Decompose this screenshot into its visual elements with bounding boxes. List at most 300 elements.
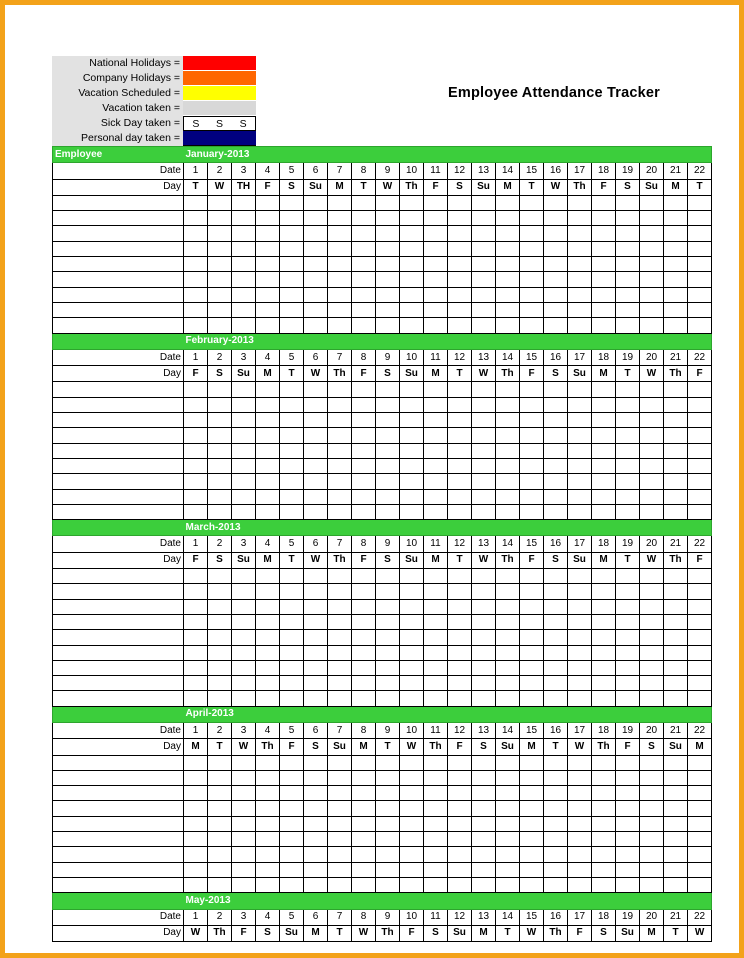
attendance-cell[interactable] — [544, 630, 568, 645]
attendance-cell[interactable] — [256, 504, 280, 519]
attendance-cell[interactable] — [280, 272, 304, 287]
attendance-cell[interactable] — [640, 770, 664, 785]
attendance-cell[interactable] — [352, 877, 376, 892]
attendance-cell[interactable] — [688, 428, 712, 443]
attendance-cell[interactable] — [592, 660, 616, 675]
attendance-cell[interactable] — [304, 257, 328, 272]
attendance-cell[interactable] — [544, 584, 568, 599]
attendance-cell[interactable] — [592, 272, 616, 287]
attendance-cell[interactable] — [592, 474, 616, 489]
employee-name-cell[interactable] — [53, 413, 184, 428]
attendance-cell[interactable] — [640, 458, 664, 473]
attendance-cell[interactable] — [304, 847, 328, 862]
attendance-cell[interactable] — [208, 862, 232, 877]
attendance-cell[interactable] — [328, 195, 352, 210]
attendance-cell[interactable] — [376, 474, 400, 489]
attendance-cell[interactable] — [664, 660, 688, 675]
attendance-cell[interactable] — [520, 382, 544, 397]
attendance-cell[interactable] — [568, 382, 592, 397]
attendance-cell[interactable] — [640, 832, 664, 847]
attendance-cell[interactable] — [328, 211, 352, 226]
employee-name-cell[interactable] — [53, 832, 184, 847]
attendance-cell[interactable] — [520, 755, 544, 770]
attendance-cell[interactable] — [496, 614, 520, 629]
employee-name-cell[interactable] — [53, 397, 184, 412]
attendance-cell[interactable] — [328, 614, 352, 629]
attendance-cell[interactable] — [232, 458, 256, 473]
attendance-cell[interactable] — [256, 877, 280, 892]
attendance-cell[interactable] — [280, 584, 304, 599]
attendance-cell[interactable] — [352, 599, 376, 614]
employee-name-cell[interactable] — [53, 599, 184, 614]
attendance-cell[interactable] — [280, 195, 304, 210]
attendance-cell[interactable] — [472, 676, 496, 691]
attendance-cell[interactable] — [472, 318, 496, 333]
attendance-cell[interactable] — [568, 630, 592, 645]
attendance-cell[interactable] — [592, 599, 616, 614]
attendance-cell[interactable] — [256, 443, 280, 458]
attendance-cell[interactable] — [304, 584, 328, 599]
attendance-cell[interactable] — [232, 660, 256, 675]
attendance-cell[interactable] — [688, 504, 712, 519]
attendance-cell[interactable] — [208, 630, 232, 645]
attendance-cell[interactable] — [472, 569, 496, 584]
attendance-cell[interactable] — [328, 770, 352, 785]
attendance-cell[interactable] — [496, 257, 520, 272]
attendance-cell[interactable] — [376, 816, 400, 831]
attendance-cell[interactable] — [592, 489, 616, 504]
attendance-cell[interactable] — [472, 489, 496, 504]
attendance-cell[interactable] — [232, 599, 256, 614]
attendance-cell[interactable] — [352, 847, 376, 862]
attendance-cell[interactable] — [592, 847, 616, 862]
attendance-cell[interactable] — [520, 862, 544, 877]
attendance-cell[interactable] — [448, 755, 472, 770]
attendance-cell[interactable] — [592, 786, 616, 801]
attendance-cell[interactable] — [616, 801, 640, 816]
attendance-cell[interactable] — [472, 862, 496, 877]
attendance-cell[interactable] — [640, 195, 664, 210]
attendance-cell[interactable] — [448, 832, 472, 847]
attendance-cell[interactable] — [592, 770, 616, 785]
attendance-cell[interactable] — [208, 504, 232, 519]
attendance-cell[interactable] — [256, 413, 280, 428]
attendance-cell[interactable] — [568, 691, 592, 706]
attendance-cell[interactable] — [448, 382, 472, 397]
attendance-cell[interactable] — [208, 660, 232, 675]
attendance-cell[interactable] — [184, 443, 208, 458]
attendance-cell[interactable] — [208, 569, 232, 584]
attendance-cell[interactable] — [208, 676, 232, 691]
attendance-cell[interactable] — [208, 318, 232, 333]
attendance-cell[interactable] — [640, 272, 664, 287]
attendance-cell[interactable] — [184, 302, 208, 317]
attendance-cell[interactable] — [352, 272, 376, 287]
attendance-cell[interactable] — [376, 443, 400, 458]
attendance-cell[interactable] — [400, 645, 424, 660]
attendance-cell[interactable] — [208, 599, 232, 614]
attendance-cell[interactable] — [304, 428, 328, 443]
attendance-cell[interactable] — [304, 504, 328, 519]
attendance-cell[interactable] — [616, 569, 640, 584]
attendance-cell[interactable] — [232, 287, 256, 302]
attendance-cell[interactable] — [304, 691, 328, 706]
attendance-cell[interactable] — [424, 877, 448, 892]
attendance-cell[interactable] — [328, 660, 352, 675]
attendance-cell[interactable] — [664, 801, 688, 816]
attendance-cell[interactable] — [544, 569, 568, 584]
attendance-cell[interactable] — [448, 211, 472, 226]
attendance-cell[interactable] — [520, 458, 544, 473]
attendance-cell[interactable] — [520, 801, 544, 816]
attendance-cell[interactable] — [208, 755, 232, 770]
attendance-cell[interactable] — [280, 832, 304, 847]
attendance-cell[interactable] — [616, 691, 640, 706]
attendance-cell[interactable] — [256, 569, 280, 584]
attendance-cell[interactable] — [448, 302, 472, 317]
attendance-cell[interactable] — [376, 318, 400, 333]
attendance-cell[interactable] — [568, 877, 592, 892]
attendance-cell[interactable] — [688, 195, 712, 210]
attendance-cell[interactable] — [496, 569, 520, 584]
attendance-cell[interactable] — [424, 413, 448, 428]
attendance-cell[interactable] — [256, 241, 280, 256]
employee-name-cell[interactable] — [53, 786, 184, 801]
attendance-cell[interactable] — [664, 226, 688, 241]
attendance-cell[interactable] — [448, 584, 472, 599]
attendance-cell[interactable] — [640, 428, 664, 443]
attendance-cell[interactable] — [520, 489, 544, 504]
attendance-cell[interactable] — [328, 302, 352, 317]
attendance-cell[interactable] — [520, 847, 544, 862]
attendance-cell[interactable] — [592, 630, 616, 645]
attendance-cell[interactable] — [184, 584, 208, 599]
attendance-cell[interactable] — [520, 599, 544, 614]
attendance-cell[interactable] — [400, 832, 424, 847]
attendance-cell[interactable] — [664, 645, 688, 660]
attendance-cell[interactable] — [400, 413, 424, 428]
attendance-cell[interactable] — [616, 645, 640, 660]
attendance-cell[interactable] — [592, 755, 616, 770]
attendance-cell[interactable] — [448, 458, 472, 473]
attendance-cell[interactable] — [184, 226, 208, 241]
attendance-cell[interactable] — [448, 504, 472, 519]
attendance-cell[interactable] — [400, 599, 424, 614]
attendance-cell[interactable] — [280, 226, 304, 241]
attendance-cell[interactable] — [688, 862, 712, 877]
attendance-cell[interactable] — [592, 676, 616, 691]
attendance-cell[interactable] — [232, 786, 256, 801]
attendance-cell[interactable] — [376, 195, 400, 210]
attendance-cell[interactable] — [232, 382, 256, 397]
attendance-cell[interactable] — [352, 458, 376, 473]
attendance-cell[interactable] — [328, 691, 352, 706]
attendance-cell[interactable] — [256, 302, 280, 317]
attendance-cell[interactable] — [520, 832, 544, 847]
attendance-cell[interactable] — [328, 318, 352, 333]
attendance-cell[interactable] — [352, 630, 376, 645]
attendance-cell[interactable] — [232, 847, 256, 862]
attendance-cell[interactable] — [664, 832, 688, 847]
attendance-cell[interactable] — [424, 489, 448, 504]
attendance-cell[interactable] — [232, 584, 256, 599]
attendance-cell[interactable] — [640, 569, 664, 584]
attendance-cell[interactable] — [568, 318, 592, 333]
attendance-cell[interactable] — [424, 504, 448, 519]
attendance-cell[interactable] — [376, 691, 400, 706]
employee-name-cell[interactable] — [53, 645, 184, 660]
attendance-cell[interactable] — [352, 801, 376, 816]
attendance-cell[interactable] — [568, 862, 592, 877]
attendance-cell[interactable] — [616, 786, 640, 801]
attendance-cell[interactable] — [616, 755, 640, 770]
attendance-cell[interactable] — [400, 786, 424, 801]
attendance-cell[interactable] — [688, 272, 712, 287]
attendance-cell[interactable] — [256, 428, 280, 443]
attendance-cell[interactable] — [424, 211, 448, 226]
attendance-cell[interactable] — [664, 211, 688, 226]
attendance-cell[interactable] — [664, 318, 688, 333]
attendance-cell[interactable] — [592, 195, 616, 210]
attendance-cell[interactable] — [688, 382, 712, 397]
attendance-cell[interactable] — [496, 397, 520, 412]
attendance-cell[interactable] — [400, 302, 424, 317]
attendance-cell[interactable] — [280, 474, 304, 489]
attendance-cell[interactable] — [304, 599, 328, 614]
attendance-cell[interactable] — [400, 569, 424, 584]
attendance-cell[interactable] — [352, 569, 376, 584]
employee-name-cell[interactable] — [53, 443, 184, 458]
attendance-cell[interactable] — [208, 195, 232, 210]
attendance-cell[interactable] — [544, 428, 568, 443]
attendance-cell[interactable] — [592, 458, 616, 473]
attendance-cell[interactable] — [568, 786, 592, 801]
attendance-cell[interactable] — [304, 413, 328, 428]
attendance-cell[interactable] — [592, 211, 616, 226]
attendance-cell[interactable] — [256, 272, 280, 287]
attendance-cell[interactable] — [664, 614, 688, 629]
attendance-cell[interactable] — [616, 489, 640, 504]
attendance-cell[interactable] — [664, 397, 688, 412]
attendance-cell[interactable] — [520, 474, 544, 489]
attendance-cell[interactable] — [304, 755, 328, 770]
attendance-cell[interactable] — [376, 801, 400, 816]
attendance-cell[interactable] — [256, 599, 280, 614]
attendance-cell[interactable] — [520, 413, 544, 428]
attendance-cell[interactable] — [472, 786, 496, 801]
attendance-cell[interactable] — [400, 272, 424, 287]
attendance-cell[interactable] — [496, 877, 520, 892]
attendance-cell[interactable] — [520, 226, 544, 241]
attendance-cell[interactable] — [640, 630, 664, 645]
attendance-cell[interactable] — [592, 318, 616, 333]
attendance-cell[interactable] — [472, 458, 496, 473]
attendance-cell[interactable] — [448, 413, 472, 428]
attendance-cell[interactable] — [208, 832, 232, 847]
attendance-cell[interactable] — [520, 645, 544, 660]
attendance-cell[interactable] — [184, 257, 208, 272]
attendance-cell[interactable] — [664, 489, 688, 504]
attendance-cell[interactable] — [376, 382, 400, 397]
attendance-cell[interactable] — [664, 241, 688, 256]
employee-name-cell[interactable] — [53, 862, 184, 877]
attendance-cell[interactable] — [568, 770, 592, 785]
attendance-cell[interactable] — [280, 302, 304, 317]
attendance-cell[interactable] — [664, 816, 688, 831]
attendance-cell[interactable] — [400, 257, 424, 272]
attendance-cell[interactable] — [424, 660, 448, 675]
attendance-cell[interactable] — [616, 614, 640, 629]
attendance-cell[interactable] — [424, 755, 448, 770]
attendance-cell[interactable] — [304, 645, 328, 660]
attendance-cell[interactable] — [304, 195, 328, 210]
attendance-cell[interactable] — [328, 382, 352, 397]
attendance-cell[interactable] — [352, 226, 376, 241]
attendance-cell[interactable] — [616, 195, 640, 210]
attendance-cell[interactable] — [616, 630, 640, 645]
attendance-cell[interactable] — [568, 599, 592, 614]
attendance-cell[interactable] — [184, 630, 208, 645]
attendance-cell[interactable] — [208, 801, 232, 816]
attendance-cell[interactable] — [352, 676, 376, 691]
attendance-cell[interactable] — [376, 504, 400, 519]
attendance-cell[interactable] — [520, 584, 544, 599]
employee-name-cell[interactable] — [53, 241, 184, 256]
attendance-cell[interactable] — [568, 443, 592, 458]
attendance-cell[interactable] — [376, 287, 400, 302]
attendance-cell[interactable] — [568, 489, 592, 504]
attendance-cell[interactable] — [448, 660, 472, 675]
attendance-cell[interactable] — [592, 428, 616, 443]
attendance-cell[interactable] — [472, 287, 496, 302]
attendance-cell[interactable] — [448, 877, 472, 892]
attendance-cell[interactable] — [256, 382, 280, 397]
attendance-cell[interactable] — [256, 755, 280, 770]
attendance-cell[interactable] — [328, 226, 352, 241]
attendance-cell[interactable] — [400, 770, 424, 785]
attendance-cell[interactable] — [568, 397, 592, 412]
attendance-cell[interactable] — [664, 862, 688, 877]
attendance-cell[interactable] — [376, 630, 400, 645]
attendance-cell[interactable] — [328, 584, 352, 599]
attendance-cell[interactable] — [352, 504, 376, 519]
attendance-cell[interactable] — [304, 302, 328, 317]
attendance-cell[interactable] — [280, 382, 304, 397]
attendance-cell[interactable] — [496, 195, 520, 210]
attendance-cell[interactable] — [184, 504, 208, 519]
attendance-cell[interactable] — [496, 272, 520, 287]
attendance-cell[interactable] — [688, 614, 712, 629]
attendance-cell[interactable] — [592, 816, 616, 831]
attendance-cell[interactable] — [352, 428, 376, 443]
attendance-cell[interactable] — [400, 877, 424, 892]
attendance-cell[interactable] — [688, 816, 712, 831]
attendance-cell[interactable] — [544, 443, 568, 458]
attendance-cell[interactable] — [472, 241, 496, 256]
attendance-cell[interactable] — [184, 801, 208, 816]
attendance-cell[interactable] — [568, 584, 592, 599]
attendance-cell[interactable] — [496, 599, 520, 614]
attendance-cell[interactable] — [184, 676, 208, 691]
attendance-cell[interactable] — [280, 413, 304, 428]
attendance-cell[interactable] — [640, 691, 664, 706]
attendance-cell[interactable] — [256, 489, 280, 504]
attendance-cell[interactable] — [664, 676, 688, 691]
attendance-cell[interactable] — [616, 382, 640, 397]
attendance-cell[interactable] — [496, 801, 520, 816]
attendance-cell[interactable] — [544, 691, 568, 706]
attendance-cell[interactable] — [568, 428, 592, 443]
attendance-cell[interactable] — [520, 287, 544, 302]
attendance-cell[interactable] — [328, 287, 352, 302]
attendance-cell[interactable] — [568, 458, 592, 473]
employee-name-cell[interactable] — [53, 504, 184, 519]
attendance-cell[interactable] — [640, 302, 664, 317]
attendance-cell[interactable] — [568, 226, 592, 241]
attendance-cell[interactable] — [232, 877, 256, 892]
attendance-cell[interactable] — [184, 862, 208, 877]
attendance-cell[interactable] — [352, 413, 376, 428]
attendance-cell[interactable] — [304, 474, 328, 489]
attendance-cell[interactable] — [280, 816, 304, 831]
attendance-cell[interactable] — [256, 614, 280, 629]
attendance-cell[interactable] — [688, 458, 712, 473]
attendance-cell[interactable] — [400, 458, 424, 473]
attendance-cell[interactable] — [568, 645, 592, 660]
attendance-cell[interactable] — [424, 382, 448, 397]
attendance-cell[interactable] — [280, 786, 304, 801]
attendance-cell[interactable] — [424, 630, 448, 645]
employee-name-cell[interactable] — [53, 660, 184, 675]
attendance-cell[interactable] — [280, 676, 304, 691]
attendance-cell[interactable] — [304, 287, 328, 302]
attendance-cell[interactable] — [544, 847, 568, 862]
attendance-cell[interactable] — [448, 645, 472, 660]
attendance-cell[interactable] — [664, 382, 688, 397]
attendance-cell[interactable] — [448, 569, 472, 584]
attendance-cell[interactable] — [328, 272, 352, 287]
attendance-cell[interactable] — [208, 489, 232, 504]
employee-name-cell[interactable] — [53, 816, 184, 831]
attendance-cell[interactable] — [520, 241, 544, 256]
attendance-cell[interactable] — [208, 428, 232, 443]
attendance-cell[interactable] — [616, 770, 640, 785]
attendance-cell[interactable] — [688, 877, 712, 892]
attendance-cell[interactable] — [592, 832, 616, 847]
attendance-cell[interactable] — [328, 569, 352, 584]
attendance-cell[interactable] — [640, 614, 664, 629]
attendance-cell[interactable] — [448, 676, 472, 691]
attendance-cell[interactable] — [688, 630, 712, 645]
attendance-cell[interactable] — [184, 755, 208, 770]
attendance-cell[interactable] — [448, 318, 472, 333]
attendance-cell[interactable] — [616, 862, 640, 877]
attendance-cell[interactable] — [640, 816, 664, 831]
attendance-cell[interactable] — [688, 489, 712, 504]
attendance-cell[interactable] — [256, 801, 280, 816]
attendance-cell[interactable] — [304, 241, 328, 256]
attendance-cell[interactable] — [208, 382, 232, 397]
attendance-cell[interactable] — [448, 847, 472, 862]
attendance-cell[interactable] — [688, 691, 712, 706]
attendance-cell[interactable] — [592, 257, 616, 272]
employee-name-cell[interactable] — [53, 584, 184, 599]
attendance-cell[interactable] — [208, 786, 232, 801]
attendance-cell[interactable] — [328, 489, 352, 504]
attendance-cell[interactable] — [400, 287, 424, 302]
attendance-cell[interactable] — [424, 428, 448, 443]
attendance-cell[interactable] — [424, 645, 448, 660]
